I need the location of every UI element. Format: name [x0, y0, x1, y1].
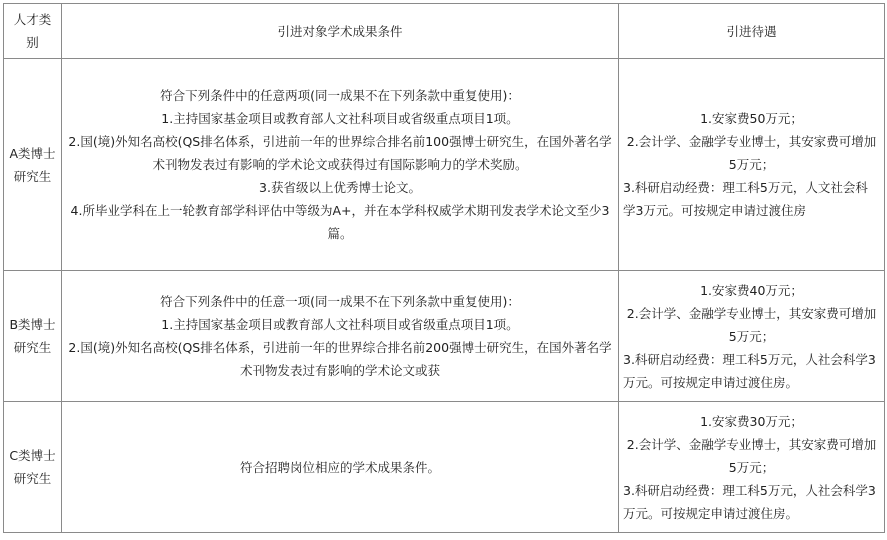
conditions-cell	[62, 271, 619, 402]
benefit-line: 2.会计学、金融学专业博士，其安家费可增加5万元；	[626, 436, 877, 475]
benefits-cell	[619, 59, 885, 271]
condition-line: 3.获省级以上优秀博士论文。	[259, 180, 421, 195]
table-row-c	[4, 402, 885, 533]
talent-table	[3, 3, 885, 533]
condition-line: 2.国(境)外知名高校(QS排名体系，引进前一年的世界综合排名前100强博士研究生，在国外著名学术刊物发表过有影响的学术论文或获得过有国际影响力的学术奖励。	[68, 134, 612, 172]
condition-line: 符合招聘岗位相应的学术成果条件。	[239, 459, 440, 475]
condition-line: 2.国(境)外知名高校(QS排名体系，引进前一年的世界综合排名前200强博士研究生，在国外著名学术刊物发表过有影响的学术论文或获	[68, 340, 612, 378]
condition-line: 1.主持国家基金项目或教育部人文社科项目或省级重点项目1项。	[161, 111, 519, 126]
benefit-line: 1.安家费50万元；	[700, 111, 803, 126]
condition-line: 符合下列条件中的任意两项(同一成果不在下列条款中重复使用)：	[160, 88, 520, 103]
header-row	[4, 4, 885, 59]
benefit-line: 1.安家费40万元；	[700, 282, 803, 298]
condition-line: 4.所毕业学科在上一轮教育部学科评估中等级为A+，并在本学科权威学术期刊发表学术论文至少3篇。	[70, 203, 610, 241]
condition-line: 1.主持国家基金项目或教育部人文社科项目或省级重点项目1项。	[161, 317, 519, 332]
condition-line: 符合下列条件中的任意一项(同一成果不在下列条款中重复使用)：	[160, 294, 520, 309]
benefit-line: 2.会计学、金融学专业博士，其安家费可增加5万元；	[626, 305, 877, 344]
benefit-line: 3.科研启动经费：理工科5万元，人文社会科学3万元。可按规定申请过渡住房	[623, 180, 868, 218]
category-cell: B类博士研究生	[4, 271, 62, 402]
benefits-cell	[619, 271, 885, 402]
conditions-cell	[62, 402, 619, 533]
benefit-line: 3.科研启动经费：理工科5万元，人社会科学3万元。可按规定申请过渡住房。	[623, 482, 876, 521]
table-row-a	[4, 59, 885, 271]
category-cell: A类博士研究生	[4, 59, 62, 271]
benefit-line: 1.安家费30万元；	[700, 413, 803, 429]
header-benefits: 引进待遇	[619, 4, 885, 59]
table-row-b	[4, 271, 885, 402]
benefits-cell	[619, 402, 885, 533]
header-category: 人才类别	[4, 4, 62, 59]
header-conditions: 引进对象学术成果条件	[62, 4, 619, 59]
conditions-cell	[62, 59, 619, 271]
benefit-line: 2.会计学、金融学专业博士，其安家费可增加5万元；	[626, 134, 877, 172]
category-cell: C类博士研究生	[4, 402, 62, 533]
benefit-line: 3.科研启动经费：理工科5万元，人社会科学3万元。可按规定申请过渡住房。	[623, 351, 876, 390]
